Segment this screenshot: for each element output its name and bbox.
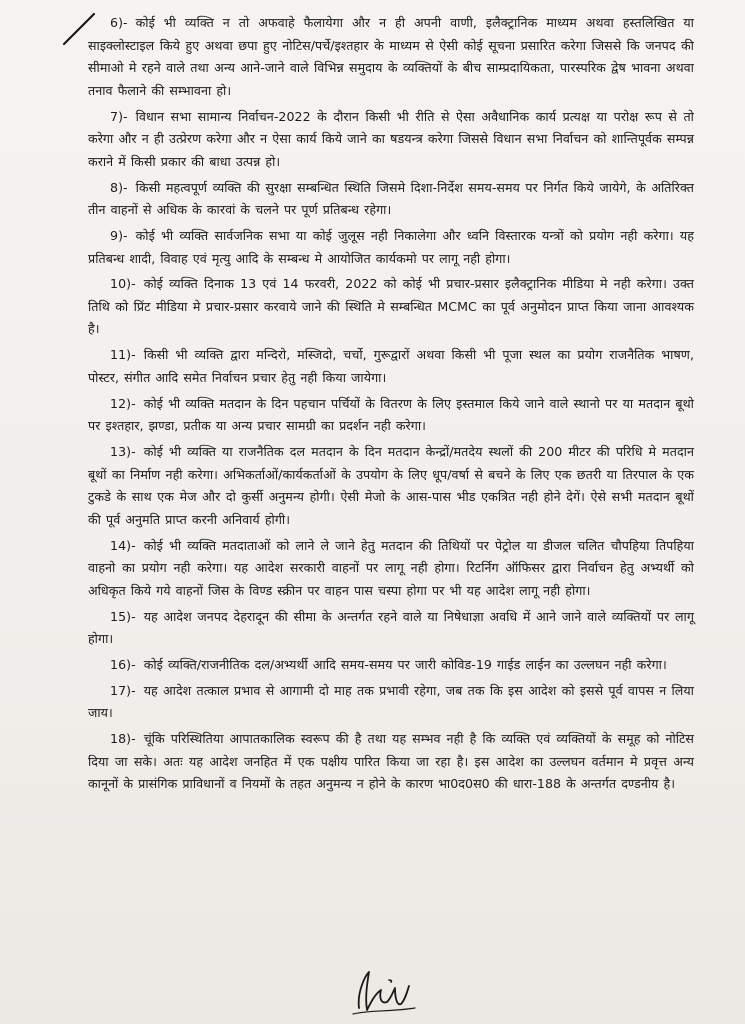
clause-text: कोई व्यक्ति दिनाक 13 एवं 14 फरवरी, 2022 को कोई भी प्रचार-प्रसार इलैक्ट्रानिक मीडिया मे नही करेगा। उक्त तिथि को प्रिंट मीडिया मे प्रचार-प्रसार करवाये जाने की स्थिति मे सम्बन्धित MCMC का पूर्व अनुमोदन प्राप्त किया जाना आवश्यक है।	[88, 276, 694, 337]
handwritten-signature	[345, 958, 425, 1020]
clause-number: 7)-	[110, 108, 128, 124]
clause-9	[88, 225, 694, 270]
clause-text: कोई भी व्यक्ति मतदाताओं को लाने ले जाने हेतु मतदान की तिथियों पर पेट्रोल या डीजल चलित चौपहिया तिपहिया वाहनो का प्रयोग नही करेगा। यह आदेश सरकारी वाहनों पर लागू नही होगा। रिटर्निग ऑफिसर द्वारा निर्वाचन हेतु अभ्यर्थी को अधिकृत किये गये वाहनों जिस के विण्ड स्क्रीन पर वाहन पास चस्पा होगा पर भी यह आदेश लागू नही होगा।	[88, 537, 694, 598]
clause-text: कोई व्यक्ति/राजनीतिक दल/अभ्यर्थी आदि समय-समय पर जारी कोविड-19 गाईड लाईन का उल्लघन नही करेगा।	[143, 656, 667, 672]
clause-11	[88, 344, 694, 389]
clause-text: किसी भी व्यक्ति द्वारा मन्दिरो, मस्जिदो, चर्चो, गुरूद्वारों अथवा किसी भी पूजा स्थल का प्रयोग राजनैतिक भाषण, पोस्टर, संगीत आदि समेत निर्वाचन प्रचार हेतु नही किया जायेगा।	[88, 347, 694, 385]
clause-text: विधान सभा सामान्य निर्वाचन-2022 के दौरान किसी भी रीति से ऐसा अवैधानिक कार्य प्रत्यक्ष या परोक्ष रूप से तो करेगा और न ही उत्प्रेरण करेगा और न ऐसा कार्य किये जाने का षडयन्त्र करेगा जिससे विधान सभा निर्वाचन को शान्तिपूर्वक सम्पन्न कराने में किसी प्रकार की बाधा उत्पन्न हो।	[88, 108, 694, 169]
clause-number: 18)-	[110, 731, 136, 747]
clause-number: 14)-	[110, 537, 136, 553]
clause-14	[88, 535, 694, 603]
clause-15	[88, 606, 694, 651]
order-clauses	[88, 12, 694, 799]
clause-16	[88, 654, 694, 677]
clause-6	[88, 12, 694, 102]
clause-text: कोई भी व्यक्ति न तो अफवाहे फैलायेगा और न ही अपनी वाणी, इलैक्ट्रानिक माध्यम अथवा हस्तलिखित या साइक्लोस्टाइल किये हुए अथवा छपा हुए नोटिस/पर्चे/इश्तहार के माध्यम से ऐसी कोई सूचना प्रसारित करेगा जिससे कि जनपद की सीमाओ मे रहने वाले तथा अन्य आने-जाने वाले विभिन्न समुदाय के व्यक्तियों के बीच साम्प्रदायिकता, पारस्परिक द्वेष भावना अथवा तनाव फैलाने की सम्भावना हो।	[88, 15, 694, 98]
clause-number: 11)-	[110, 347, 136, 363]
clause-text: चूंकि परिस्थितिया आपातकालिक स्वरूप की है तथा यह सम्भव नही है कि व्यक्ति एवं व्यक्तियों के समूह को नोटिस दिया जा सके। अतः यह आदेश जनहित में एक पक्षीय पारित किया जा रहा है। इस आदेश का उल्लघन वर्तमान मे प्रवृत्त अन्य कानूनों के प्रासंगिक प्राविधानों व नियमों के तहत अनुमन्य न होने के कारण भा0द0स0 की धारा-188 के अन्तर्गत दण्डनीय है।	[88, 731, 694, 792]
clause-17	[88, 680, 694, 725]
clause-text: कोई भी व्यक्ति या राजनैतिक दल मतदान के दिन मतदान केन्द्रों/मतदेय स्थलों की 200 मीटर की परिधि मे मतदान बूथों का निर्माण नही करेगा। अभिकर्ताओं/कार्यकर्ताओं के उपयोग के लिए धूप/वर्षा से बचने के लिए एक छतरी या तिरपाल के एक टुकडे के साथ एक मेज और दो कुर्सी अनुमन्य होगी। ऐसी मेजो के आस-पास भीड एकत्रित नही होने देगें। ऐसे सभी मतदान बूथों की पूर्व अनुमति प्राप्त करनी अनिवार्य होगी।	[88, 444, 694, 527]
clause-number: 9)-	[110, 227, 128, 243]
clause-number: 13)-	[110, 444, 136, 459]
clause-text: किसी महत्वपूर्ण व्यक्ति की सुरक्षा सम्बन्धित स्थिति जिसमे दिशा-निर्देश समय-समय पर निर्गत किये जायेगे, के अतिरिक्त तीन वाहनों से अधिक के कारवां के चलने पर पूर्ण प्रतिबन्ध रहेगा।	[88, 179, 694, 218]
clause-8	[88, 177, 694, 222]
clause-text: कोई भी व्यक्ति मतदान के दिन पहचान पर्चियों के वितरण के लिए इस्तमाल किये जाने वाले स्थानो पर या मतदान बूथो पर इश्तहार, झण्डा, प्रतीक या अन्य प्रचार सामग्री का प्रदर्शन नही करेगा।	[88, 395, 694, 434]
clause-number: 8)-	[110, 179, 128, 195]
clause-13	[88, 441, 694, 531]
clause-number: 10)-	[110, 276, 136, 292]
clause-number: 16)-	[110, 656, 136, 672]
clause-7	[88, 106, 694, 174]
clause-text: यह आदेश जनपद देहरादून की सीमा के अन्तर्गत रहने वाले या निषेधाज्ञा अवधि में आने जाने वाले व्यक्तियों पर लागू होगा।	[88, 608, 694, 647]
clause-number: 6)-	[110, 15, 128, 30]
clause-text: यह आदेश तत्काल प्रभाव से आगामी दो माह तक प्रभावी रहेगा, जब तक कि इस आदेश को इससे पूर्व वापस न लिया जाय।	[88, 682, 694, 721]
clause-text: कोई भी व्यक्ति सार्वजनिक सभा या कोई जुलूस नही निकालेगा और ध्वनि विस्तारक यन्त्रों को प्रयोग नही करेगा। यह प्रतिबन्ध शादी, विवाह एवं मृत्यु आदि के सम्बन्ध मे आयोजित कार्यकमो पर लागू नही होगा।	[88, 227, 694, 266]
clause-10	[88, 273, 694, 341]
clause-number: 17)-	[110, 682, 136, 698]
clause-number: 12)-	[110, 395, 136, 411]
clause-12	[88, 393, 694, 438]
clause-18	[88, 728, 694, 796]
clause-number: 15)-	[110, 608, 136, 624]
